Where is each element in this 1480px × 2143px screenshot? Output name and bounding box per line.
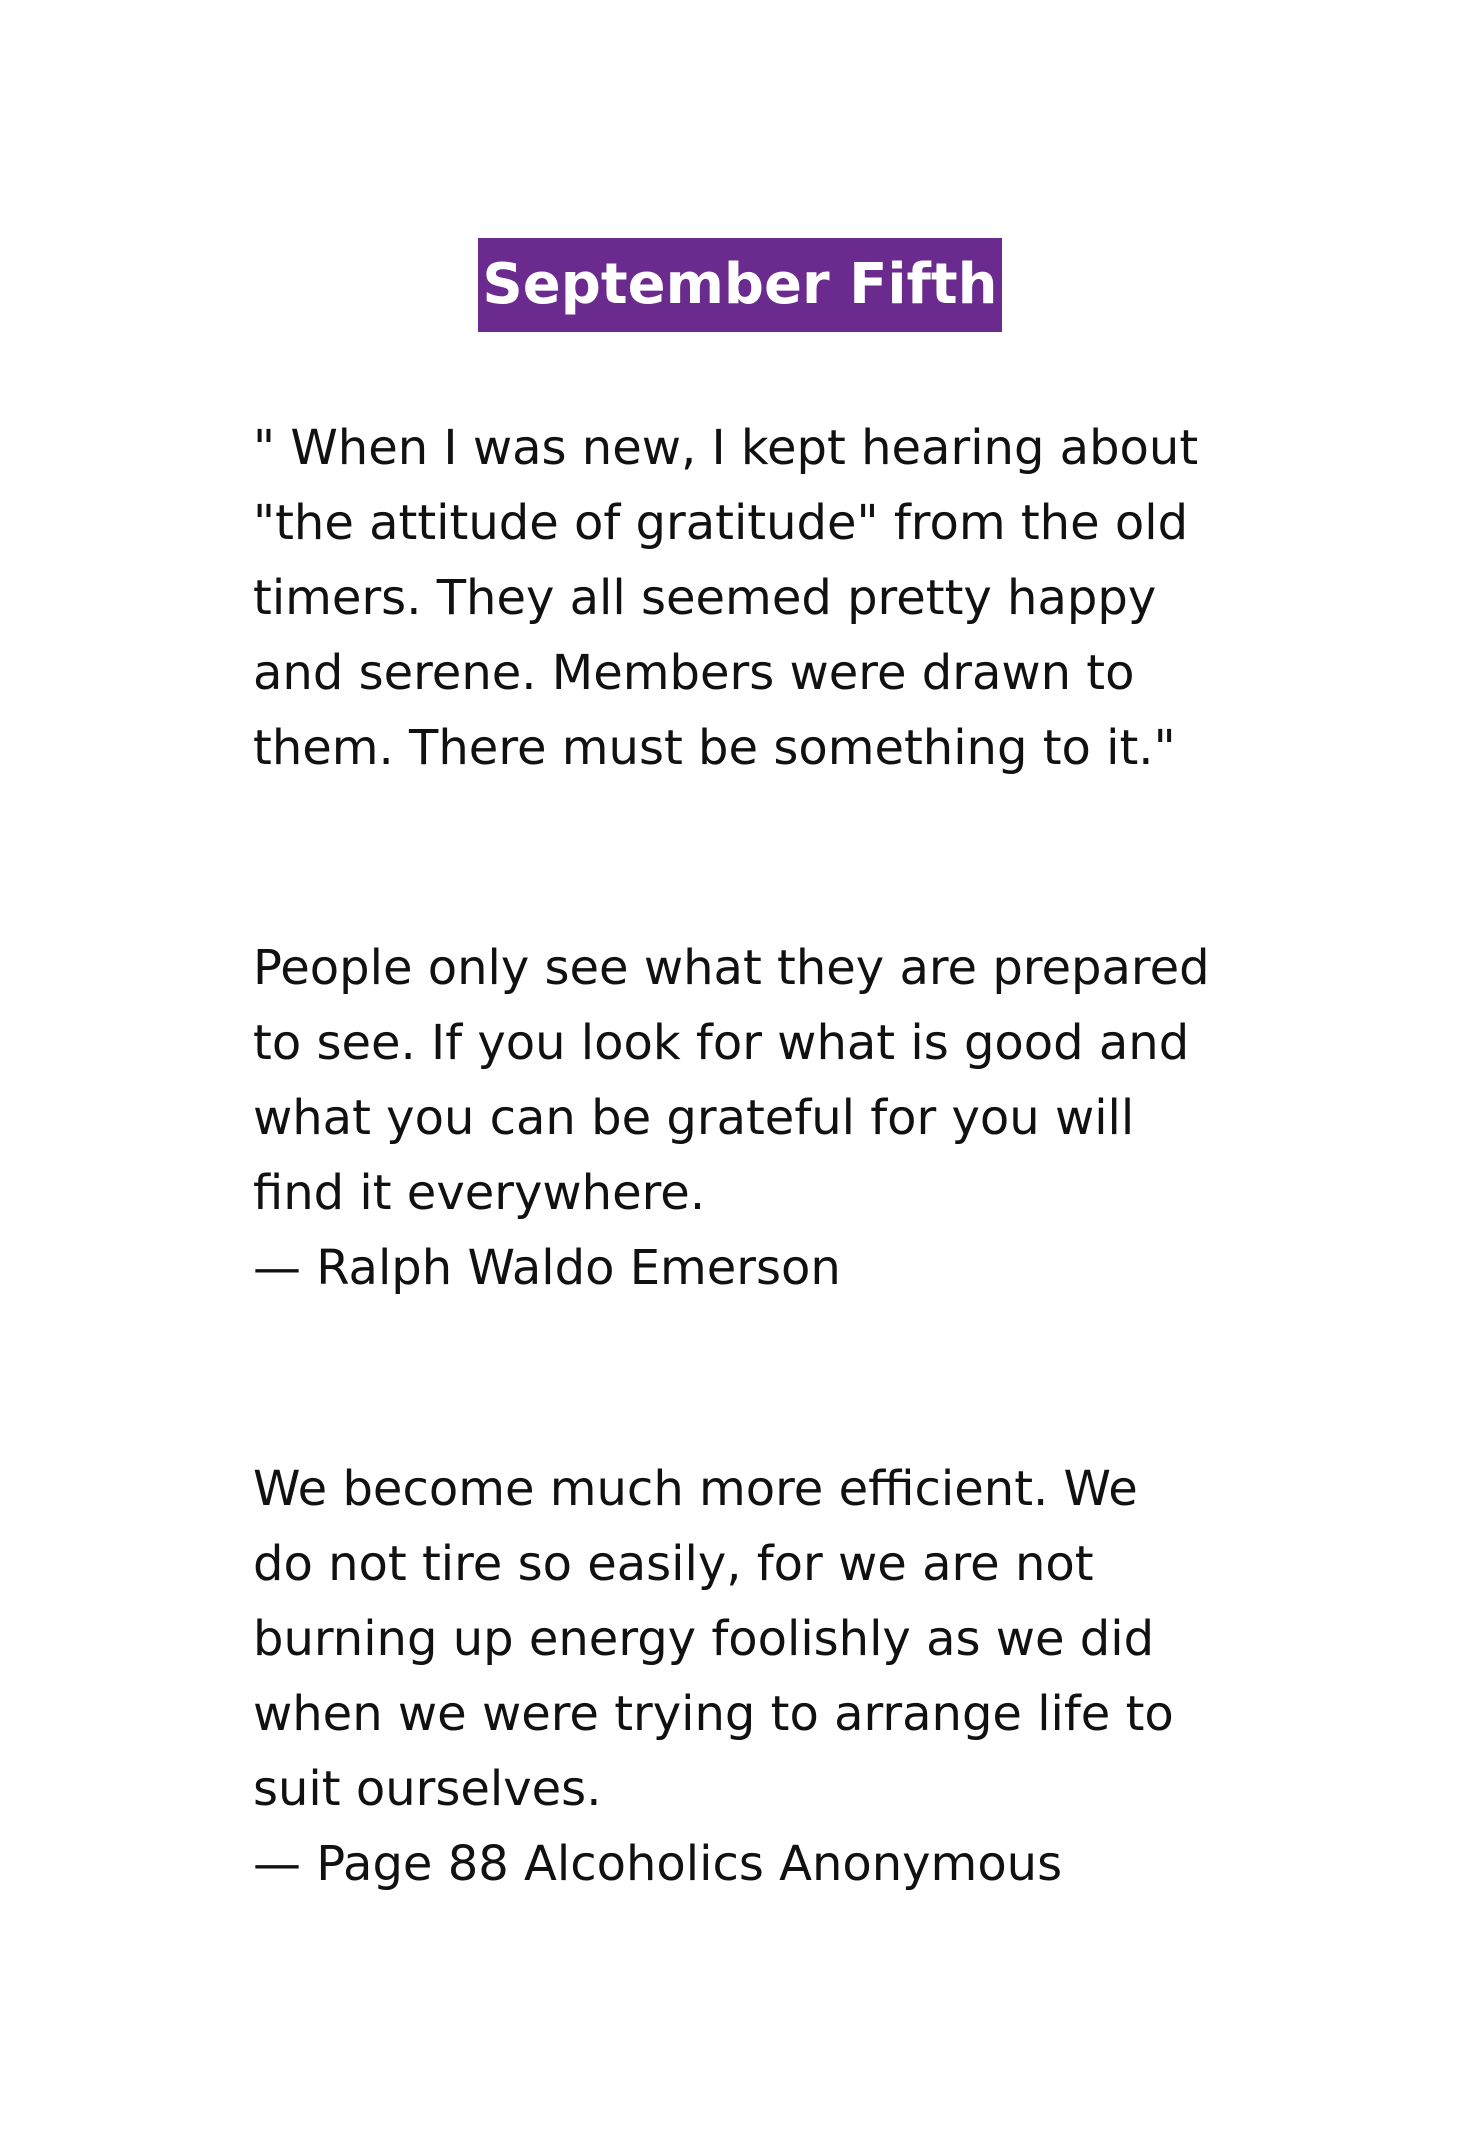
page-title: September Fifth — [478, 238, 1001, 332]
passage-emerson-quote — [253, 931, 1263, 1306]
title-container — [0, 238, 1480, 332]
passage-text: " When I was new, I kept hearing about "the attitude of gratitude" from the old timers. They all seemed pretty happy and serene. Members were drawn to them. There must be something to it." — [253, 420, 1199, 776]
passage-member-reflection — [253, 411, 1263, 786]
passage-attribution: — Page 88 Alcoholics Anonymous — [253, 1836, 1063, 1892]
passage-text: People only see what they are prepared to see. If you look for what is good and what you can be grateful for you will find it everywhere. — [253, 940, 1210, 1221]
passage-big-book-quote — [253, 1452, 1263, 1902]
passage-attribution: — Ralph Waldo Emerson — [253, 1240, 841, 1296]
passage-text: We become much more efficient. We do not tire so easily, for we are not burning up energy foolishly as we did when we were trying to arrange life to suit ourselves. — [253, 1461, 1174, 1817]
